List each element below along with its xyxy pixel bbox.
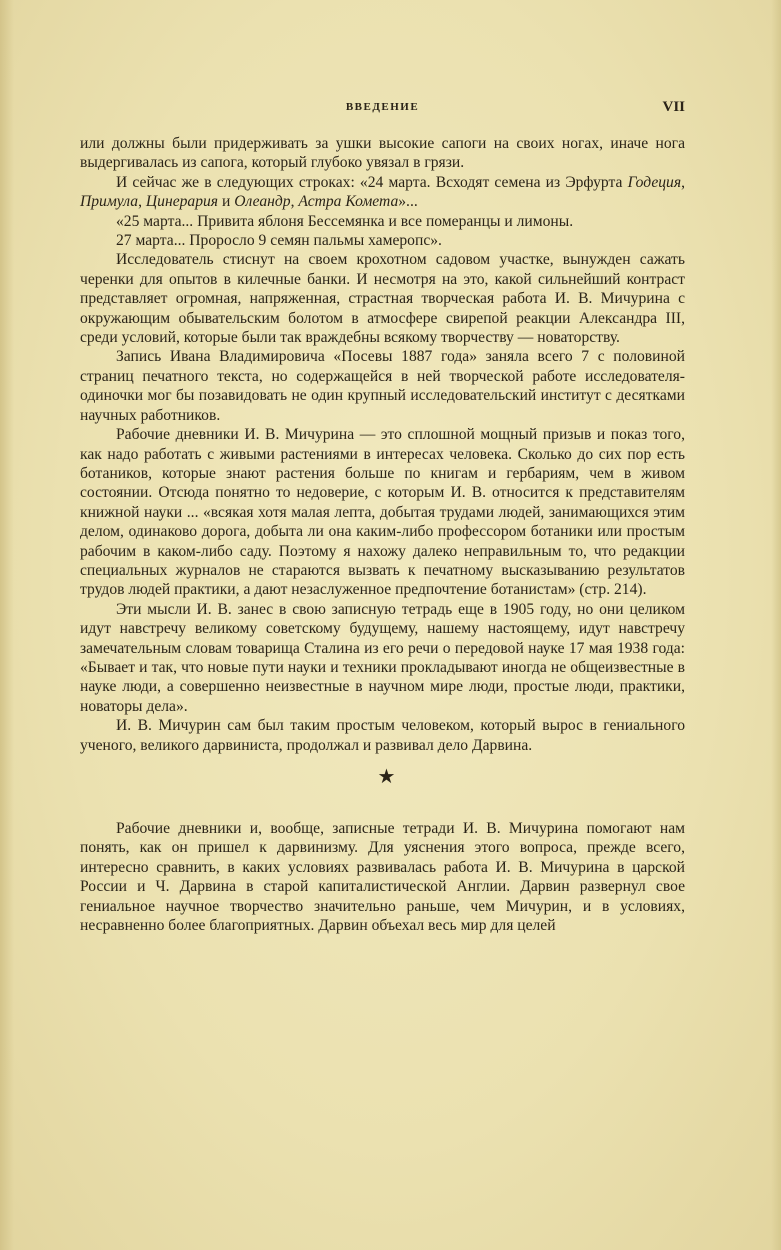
- italic-astra-kometa: Астра Комета: [298, 193, 399, 211]
- page-edge-shadow-right: [771, 0, 781, 1250]
- paragraph-1: или должны были придерживать за ушки высокие сапоги на своих ногах, иначе нога выдергивалась из сапога, который глубоко увязал в грязи.: [80, 135, 685, 172]
- italic-oleander: Олеандр: [234, 193, 291, 211]
- paragraph-6: Запись Ивана Владимировича «Посевы 1887 года» заняла всего 7 с половиной страниц печатного текста, но содержащейся в ней творческой работе исследователя-одиночки мог бы позавидовать не один крупный исследовательский институт с десятками научных работников.: [80, 348, 685, 424]
- paragraph-8: Эти мысли И. В. занес в свою записную тетрадь еще в 1905 году, но они целиком идут навстречу великому советскому будущему, нашему настоящему, идут навстречу замечательным словам товарища Сталина из его речи о передовой науке 17 мая 1938 года: «Бывает и так, что новые пути науки и техники прокладывают иногда не общеизвестные в науке люди, а совершенно неизвестные в научном мире люди, простые люди, практики, новаторы дела».: [80, 600, 685, 715]
- paragraph-2: [80, 173, 685, 212]
- separator-comma-2: ,: [138, 193, 146, 211]
- paragraph-3: «25 марта... Привита яблоня Бессемянка и все померанцы и лимоны.: [116, 212, 574, 230]
- paragraph-5: Исследователь стиснут на своем крохотном садовом участке, вынужден сажать черенки для опытов в килечные банки. И несмотря на это, какой сильнейший контраст представляет огромная, напряженная, страстная творческая работа И. В. Мичурина с окружающим обывательским болотом в атмосфере свирепой реакции Александра III, среди условий, которые были так враждебны всякому творчеству — новаторству.: [80, 251, 685, 347]
- chapter-title: ВВЕДЕНИЕ: [345, 101, 420, 113]
- page-edge-shadow-left: [0, 0, 14, 1250]
- section-separator-star-icon: ★: [377, 766, 396, 788]
- paragraph-4: 27 марта... Проросло 9 семян пальмы хамеропс».: [116, 232, 442, 250]
- separator-and: и: [218, 193, 235, 211]
- italic-primula: Примула: [80, 193, 139, 211]
- running-head: [80, 101, 685, 119]
- body-text: [80, 134, 685, 935]
- italic-godetia: Годеция: [627, 173, 682, 191]
- paragraph-10: Рабочие дневники и, вообще, записные тетради И. В. Мичурина помогают нам понять, как он пришел к дарвинизму. Для уяснения этого вопроса, прежде всего, интересно сравнить, в каких условиях развивалась работа И. В. Мичурина в царской России и Ч. Дарвина в старой капиталистической Англии. Дарвин развернул свое гениальное научное творчество значительно раньше, чем Мичурин, и в условиях, несравненно более благоприятных. Дарвин объехал весь мир для целей: [80, 820, 685, 935]
- paragraph-2-start: И сейчас же в следующих строках: «24 марта. Всходят семена из Эрфурта: [116, 173, 628, 191]
- paragraph-9: И. В. Мичурин сам был таким простым человеком, который вырос в гениального ученого, великого дарвиниста, продолжал и развивал дело Дарвина.: [80, 717, 685, 754]
- paragraph-2-end: »...: [398, 193, 418, 211]
- italic-cineraria-oleander: Цинерария: [145, 193, 219, 211]
- paragraph-7: Рабочие дневники И. В. Мичурина — это сплошной мощный призыв и показ того, как надо работать с живыми растениями в интересах человека. Сколько до сих пор есть ботаников, которые знают растения больше по книгам и гербариям, чем в живом состоянии. Отсюда понятно то недоверие, с которым И. В. относится к представителям книжной науки ... «всякая хотя малая лепта, добытая трудами людей, занимающихся этим делом, одинаково дорога, добыта ли она каким-либо профессором ботаники или простым рабочим в каком-либо саду. Поэтому я нахожу далеко неправильным то, что редакции специальных журналов не стараются вызвать к печатному высказыванию результатов трудов людей практики, а дают незаслуженное предпочтение ботанистам» (стр. 214).: [80, 426, 685, 599]
- separator-comma-3: ,: [290, 193, 299, 211]
- page-number: VII: [662, 99, 685, 115]
- separator-comma-1: ,: [681, 173, 685, 191]
- section-gap: [80, 799, 685, 819]
